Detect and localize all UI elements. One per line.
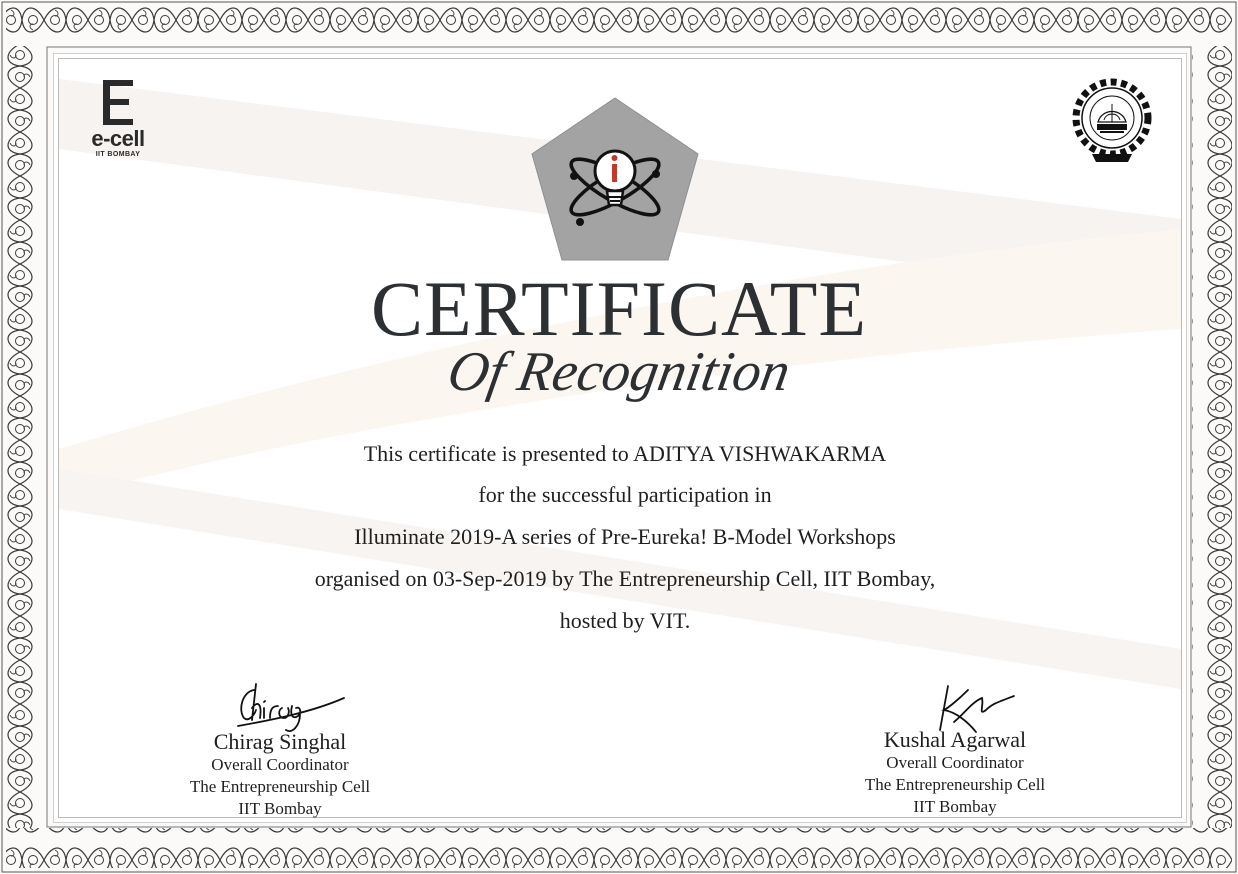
signatory-org: The Entrepreneurship Cell [189,777,371,796]
signatory-role: Overall Coordinator [886,753,1024,772]
ecell-logo [82,80,154,159]
participation-line: for the successful participation in [478,482,772,507]
ecell-brand-name: e-cell [91,126,145,151]
iit-bombay-emblem-icon [1070,76,1154,166]
signatory-role: Overall Coordinator [211,755,349,774]
ecell-brand-subtitle: IIT BOMBAY [95,151,141,158]
signatory-name: Kushal Agarwal [883,727,1027,752]
certificate-title: CERTIFICATE [371,265,867,352]
event-line: Illuminate 2019-A series of Pre-Eureka! B-Model Workshops [354,524,896,549]
host-line: hosted by VIT. [559,608,691,633]
recipient-line: This certificate is presented to ADITYA VISHWAKARMA [363,441,887,466]
signatory-institute: IIT Bombay [913,797,997,816]
signatory-right [815,728,1095,818]
signatory-name: Chirag Singhal [213,729,347,754]
organiser-line: organised on 03-Sep-2019 by The Entrepreneurship Cell, IIT Bombay, [314,566,936,591]
signatory-left [140,730,420,820]
signatory-institute: IIT Bombay [238,799,322,818]
bulb-atom-emblem-icon [528,94,702,264]
certificate-subtitle: Of Recognition [443,341,795,403]
signatory-org: The Entrepreneurship Cell [864,775,1046,794]
ecell-logo-icon [103,80,133,125]
